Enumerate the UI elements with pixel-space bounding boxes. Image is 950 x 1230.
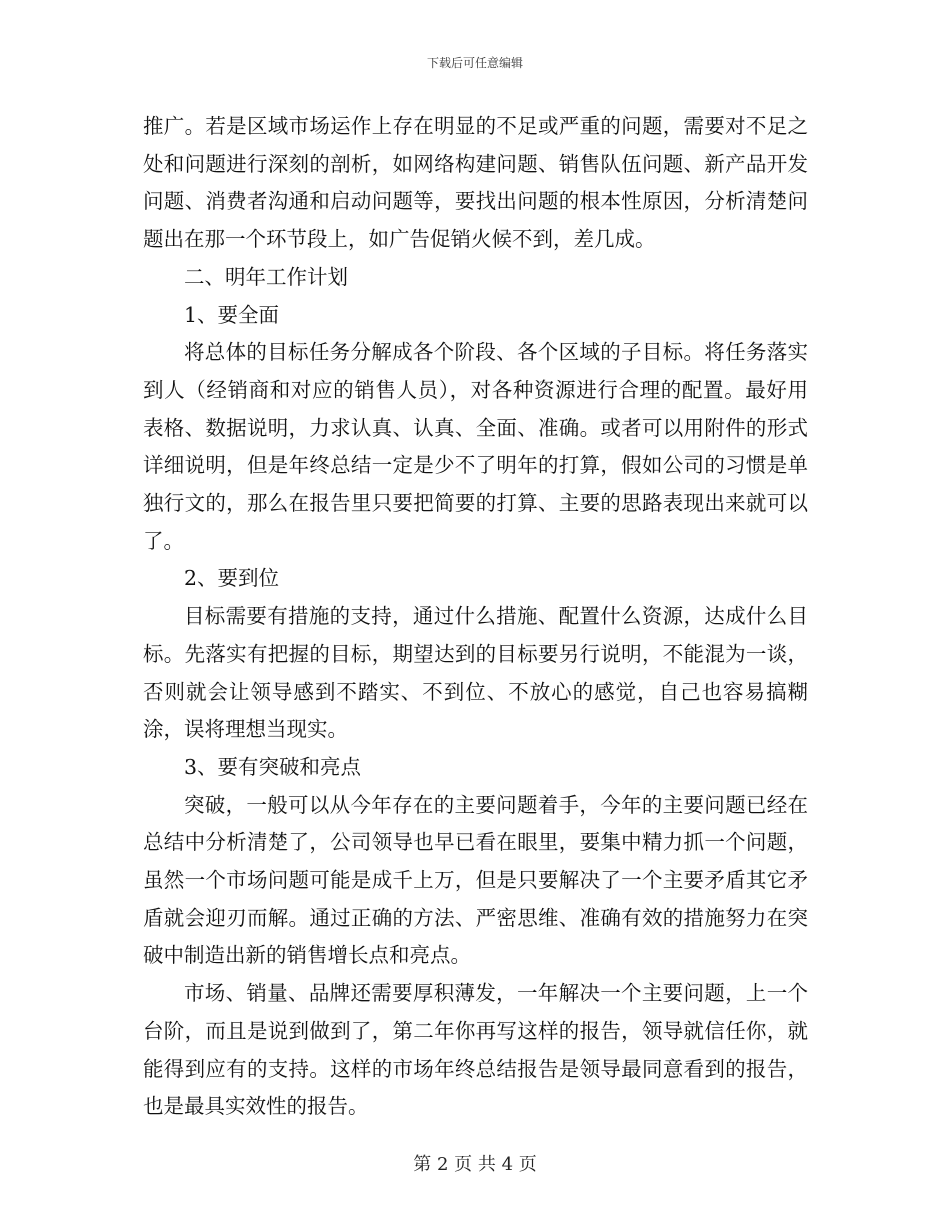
paragraph-breakthrough: 突破，一般可以从今年存在的主要问题着手，今年的主要问题已经在总结中分析清楚了，公司领导也早已看在眼里，要集中精力抓一个问题，虽然一个市场问题可能是成千上万，但是只要解决了一个主要矛盾其它矛盾就会迎刃而解。通过正确的方法、严密思维、准确有效的措施努力在突破中制造出新的销售增长点和亮点。 [143, 792, 808, 968]
subheading-breakthrough: 3、要有突破和亮点 [184, 754, 362, 779]
paragraph-comprehensive: 将总体的目标任务分解成各个阶段、各个区域的子目标。将任务落实到人（经销商和对应的销售人员），对各种资源进行合理的配置。最好用表格、数据说明，力求认真、认真、全面、准确。或者可以用附件的形式详细说明，但是年终总结一定是少不了明年的打算，假如公司的习惯是单独行文的，那么在报告里只要把简要的打算、主要的思路表现出来就可以了。 [143, 340, 808, 553]
subheading-in-place: 2、要到位 [184, 566, 280, 591]
page-number: 第 2 页 共 4 页 [413, 1154, 537, 1175]
section-heading-plan: 二、明年工作计划 [184, 264, 348, 289]
paragraph-in-place: 目标需要有措施的支持，通过什么措施、配置什么资源，达成什么目标。先落实有把握的目标，期望达到的目标要另行说明，不能混为一谈，否则就会让领导感到不踏实、不到位、不放心的感觉，自己也容易搞糊涂，误将理想当现实。 [143, 604, 808, 742]
page-header: 下载后可任意编辑 [426, 56, 523, 70]
subheading-comprehensive: 1、要全面 [184, 302, 280, 327]
document-body [143, 108, 808, 1126]
paragraph-continuation: 推广。若是区域市场运作上存在明显的不足或严重的问题，需要对不足之处和问题进行深刻的剖析，如网络构建问题、销售队伍问题、新产品开发问题、消费者沟通和启动问题等，要找出问题的根本性原因，分析清楚问题出在那一个环节段上，如广告促销火候不到，差几成。 [143, 114, 808, 252]
paragraph-conclusion: 市场、销量、品牌还需要厚积薄发，一年解决一个主要问题，上一个台阶，而且是说到做到了，第二年你再写这样的报告，领导就信任你，就能得到应有的支持。这样的市场年终总结报告是领导最同意看到的报告，也是最具实效性的报告。 [143, 981, 808, 1119]
